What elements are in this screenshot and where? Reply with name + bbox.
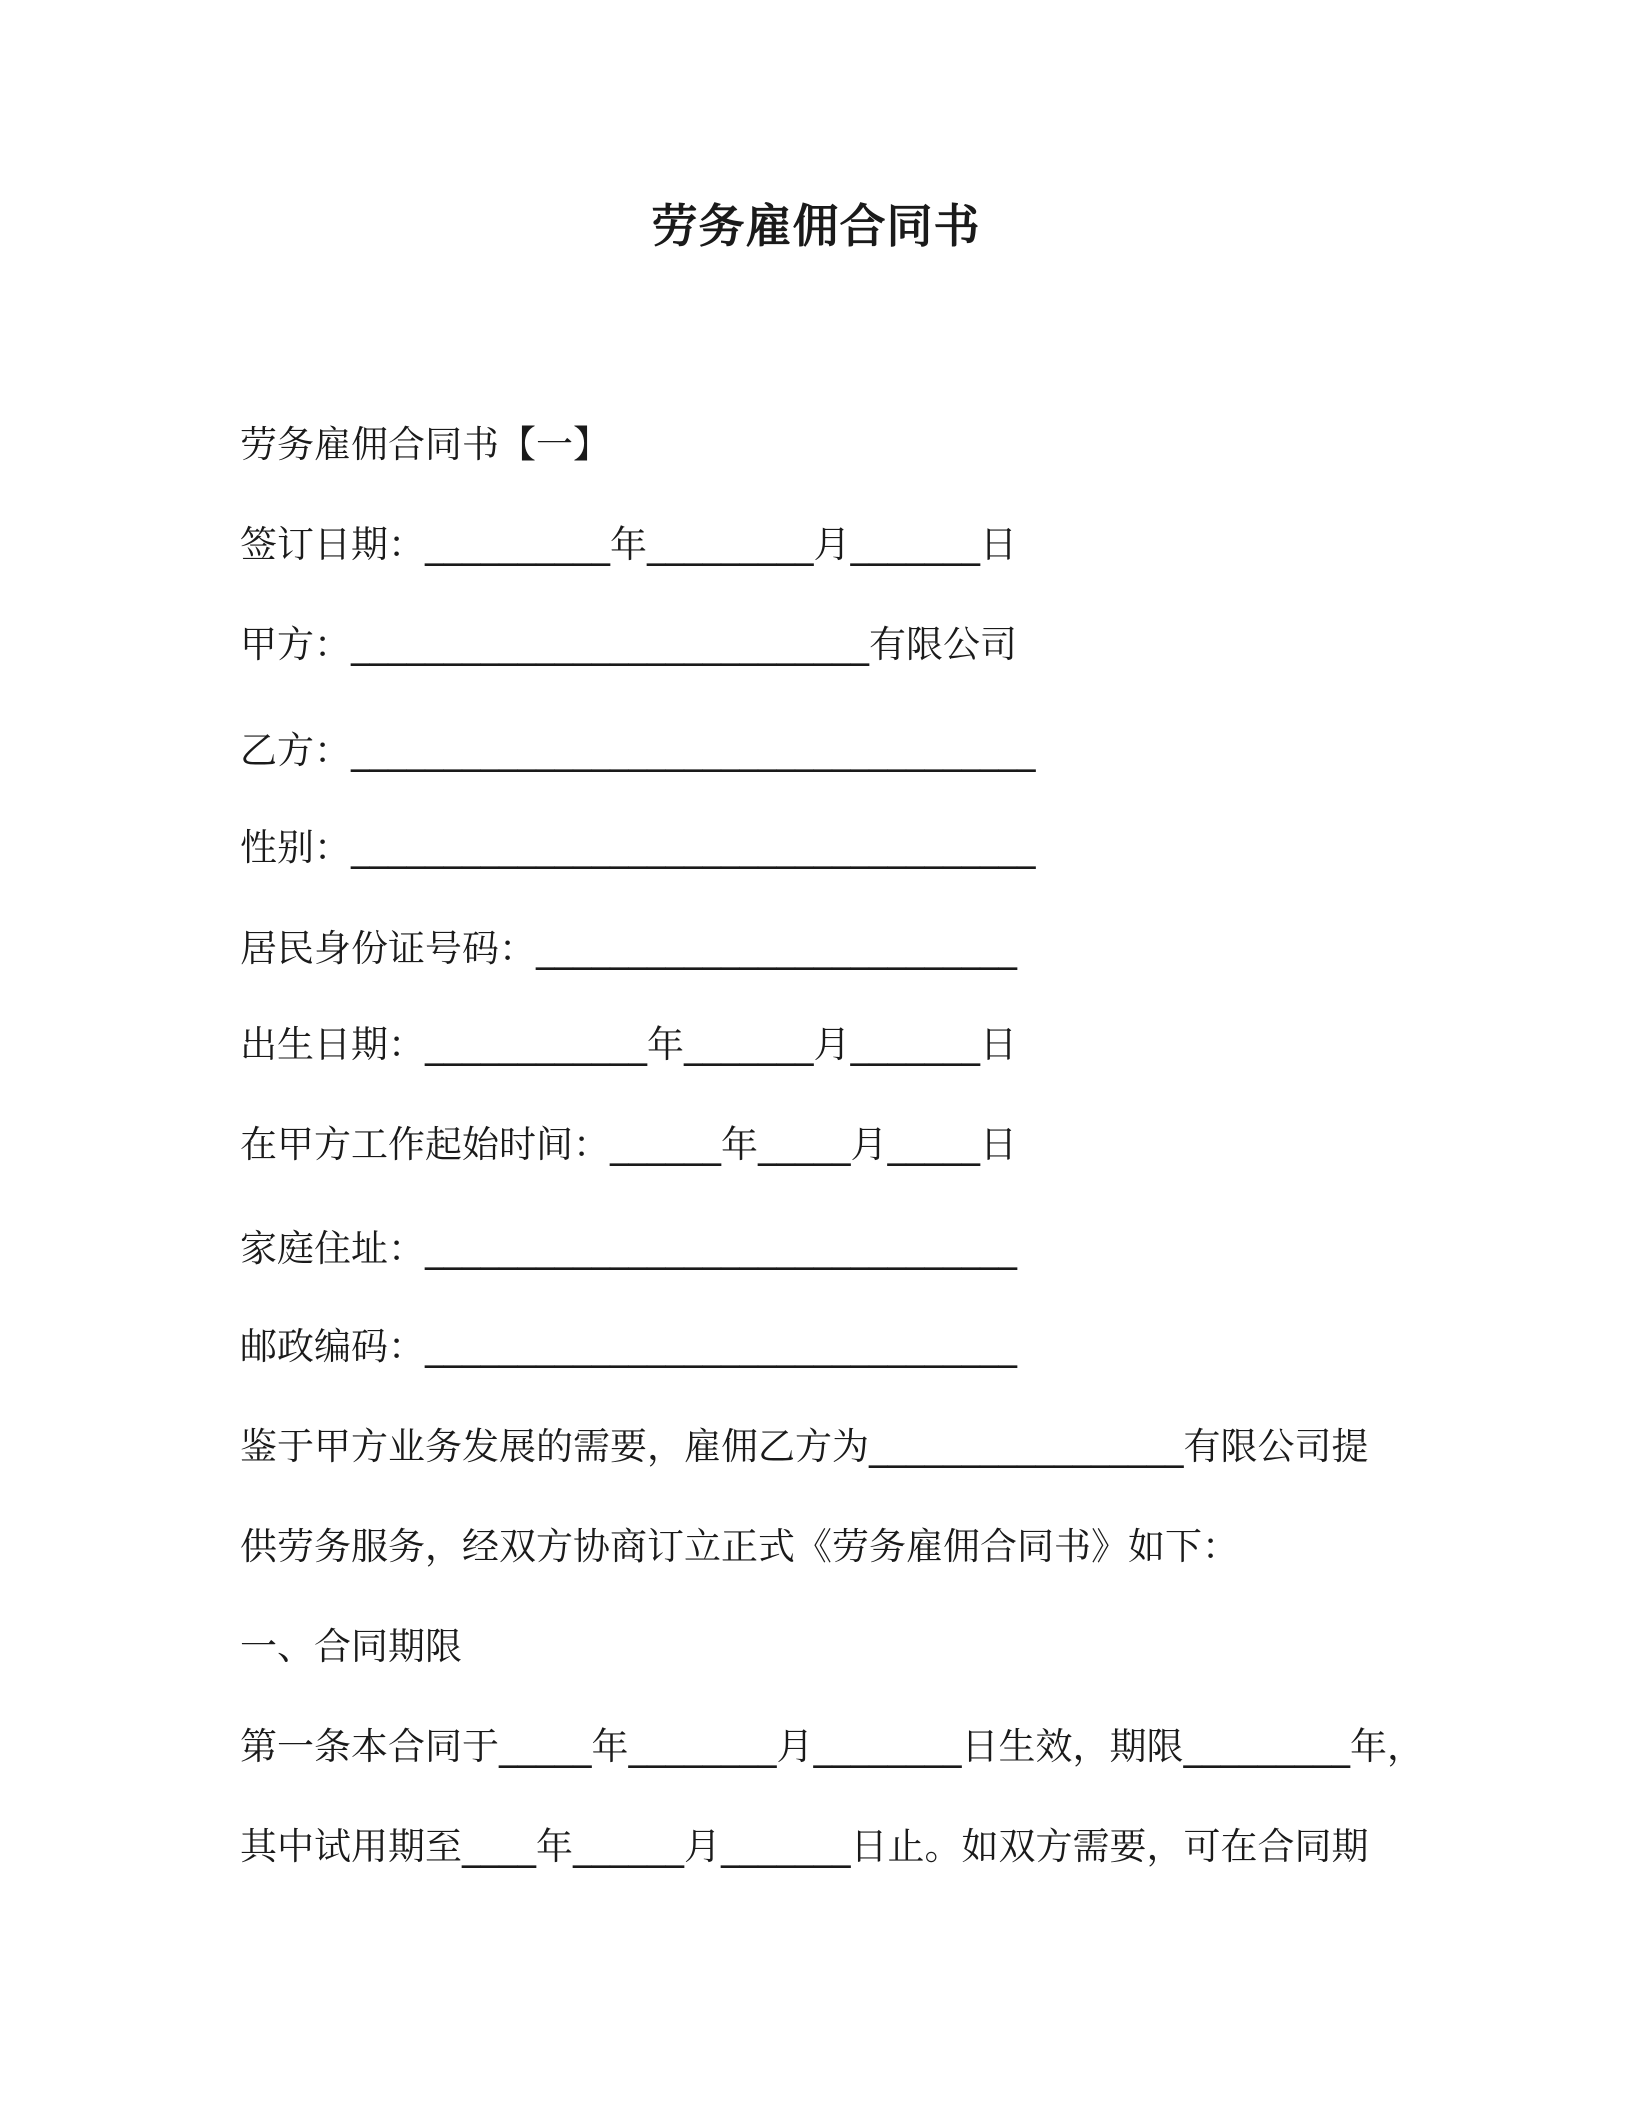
preamble-line-2: 供劳务服务，经双方协商订立正式《劳务雇佣合同书》如下： bbox=[240, 1525, 1239, 1568]
start-date-line: 在甲方工作起始时间：______年_____月_____日 bbox=[240, 1123, 1017, 1166]
section-heading-term: 一、合同期限 bbox=[240, 1625, 462, 1668]
id-number-line: 居民身份证号码：__________________________ bbox=[240, 927, 1017, 970]
article-1-line-1: 第一条本合同于_____年________月________日生效，期限_________年， bbox=[240, 1725, 1424, 1768]
birth-date-line: 出生日期：____________年_______月_______日 bbox=[240, 1023, 1017, 1066]
party-b-line: 乙方：_____________________________________ bbox=[240, 729, 1036, 772]
section-heading-contract-1: 劳务雇佣合同书【一】 bbox=[240, 423, 610, 466]
party-a-line: 甲方：____________________________有限公司 bbox=[240, 623, 1017, 666]
postal-code-line: 邮政编码：________________________________ bbox=[240, 1325, 1017, 1368]
preamble-line-1: 鉴于甲方业务发展的需要，雇佣乙方为_________________有限公司提 bbox=[240, 1425, 1369, 1468]
home-address-line: 家庭住址：________________________________ bbox=[240, 1227, 1017, 1270]
document-title: 劳务雇佣合同书 bbox=[651, 199, 981, 253]
article-1-line-2: 其中试用期至____年______月_______日止。如双方需要，可在合同期 bbox=[240, 1825, 1369, 1868]
signing-date-line: 签订日期：__________年_________月_______日 bbox=[240, 523, 1017, 566]
gender-line: 性别：_____________________________________ bbox=[240, 826, 1036, 869]
